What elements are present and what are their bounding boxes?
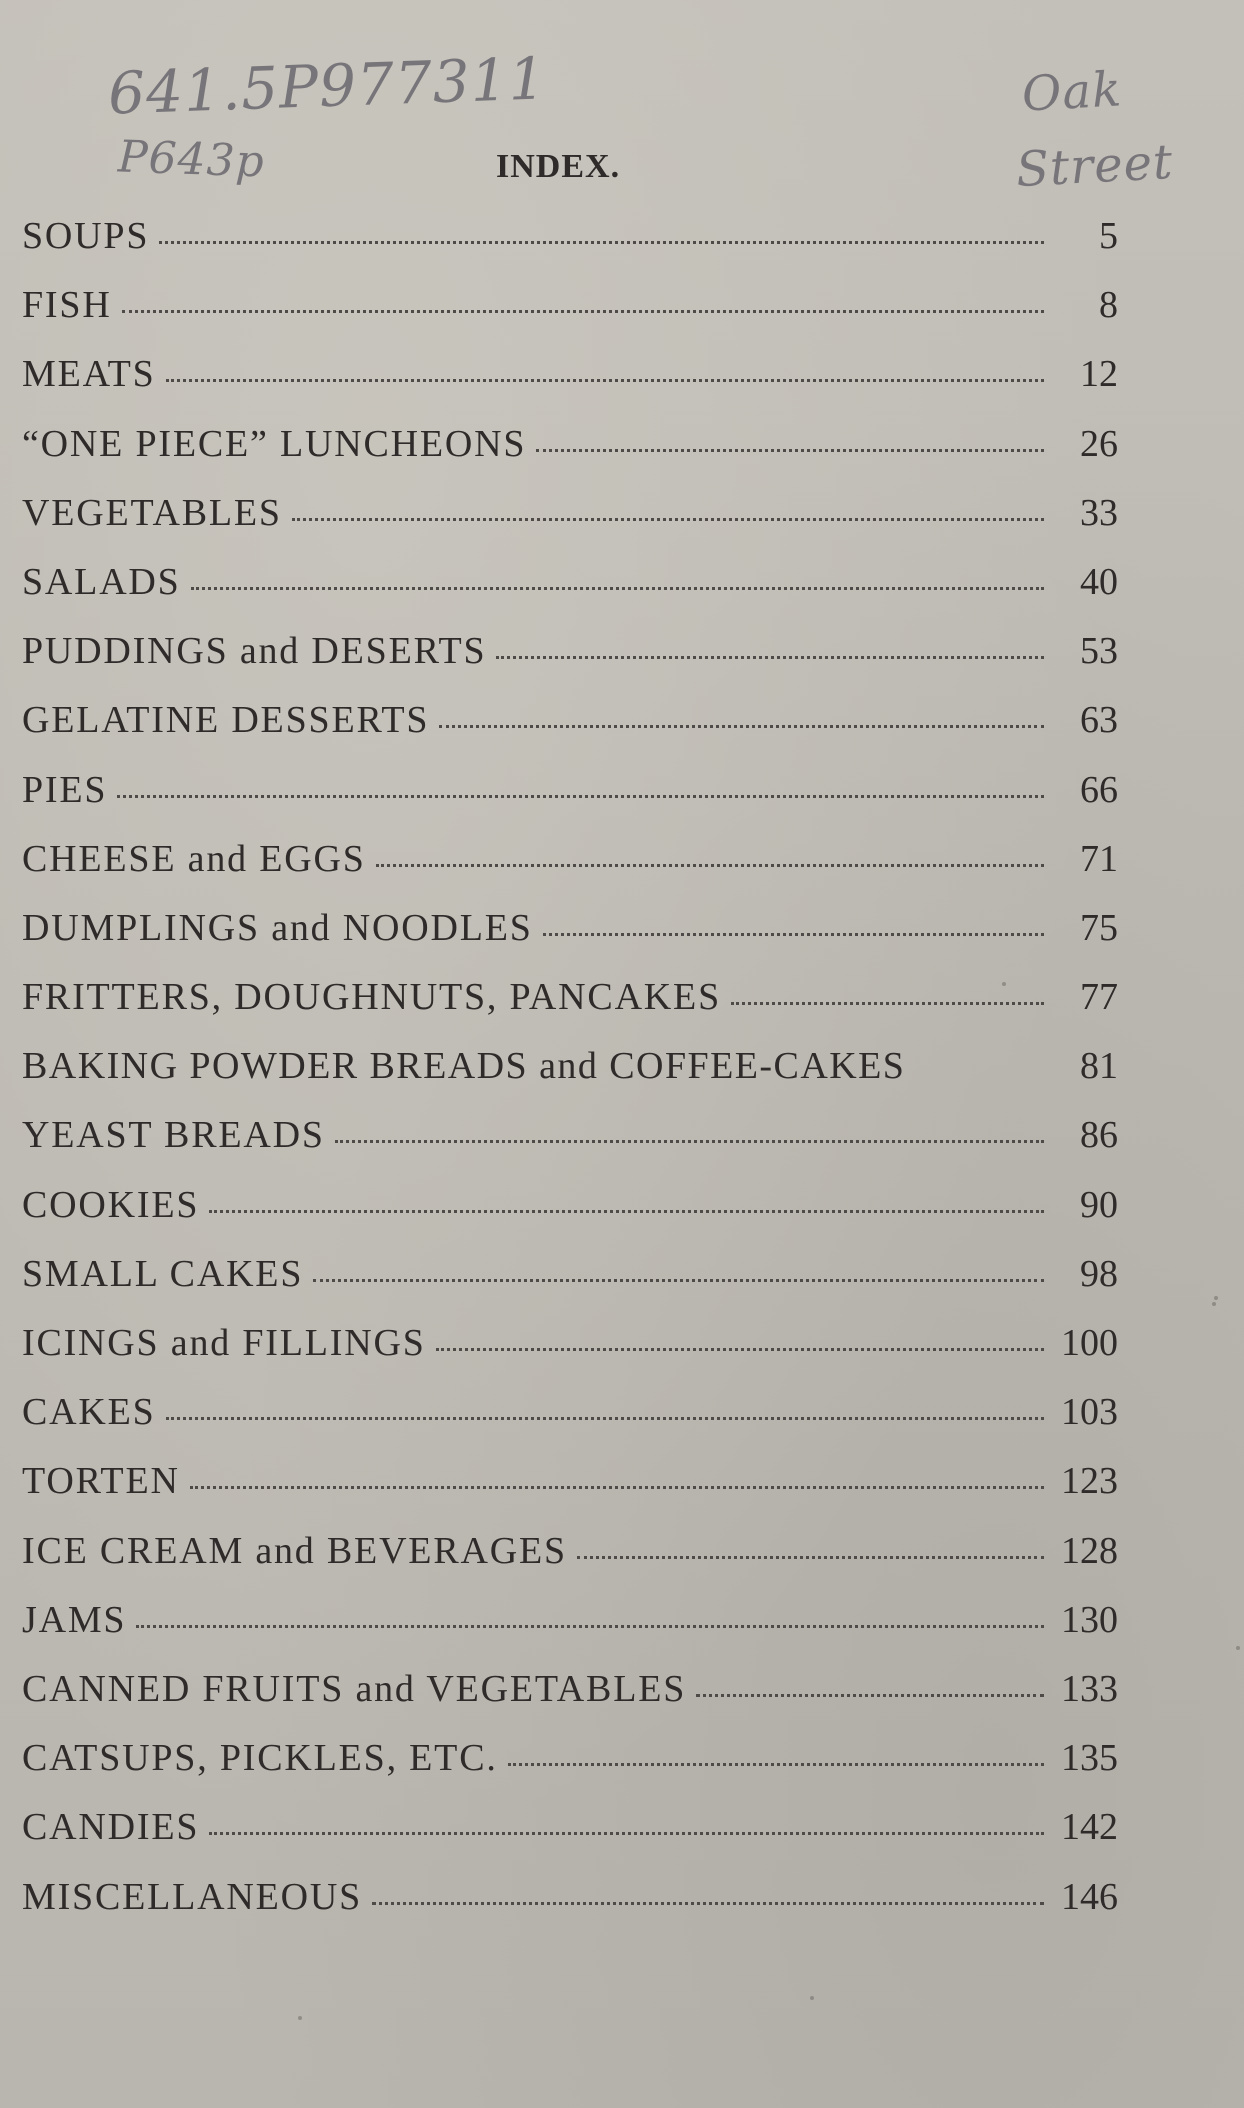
index-entry-cookies <box>22 1183 1118 1252</box>
dot-leader <box>117 795 1044 798</box>
dot-leader <box>577 1556 1044 1559</box>
index-entry-label: ICINGS and FILLINGS <box>22 1322 426 1364</box>
dot-leader <box>209 1832 1044 1835</box>
page-title: INDEX. <box>496 148 621 185</box>
index-entry-label: CANNED FRUITS and VEGETABLES <box>22 1667 687 1710</box>
index-entry-salads <box>22 560 1118 629</box>
paper-speck <box>1214 1296 1218 1300</box>
dot-leader <box>543 933 1044 936</box>
paper-speck <box>1002 982 1006 986</box>
index-entry-page: 63 <box>1080 699 1118 742</box>
index-entry-label: SMALL CAKES <box>22 1252 304 1295</box>
index-entry-ice-cream-and-beverages <box>22 1529 1118 1598</box>
index-entry-page: 12 <box>1080 353 1118 396</box>
index-entry-label: FRITTERS, DOUGHNUTS, PANCAKES <box>22 976 721 1019</box>
index-entry-page: 26 <box>1080 422 1118 465</box>
paper-speck <box>1212 1302 1216 1306</box>
dot-leader <box>496 656 1044 659</box>
handwritten-call-number: 641.5P977311 <box>106 44 548 128</box>
index-entry-jams <box>22 1598 1118 1667</box>
index-entry-page: 66 <box>1080 768 1118 811</box>
index-entry-label: ICE CREAM and BEVERAGES <box>22 1529 567 1572</box>
index-list <box>22 214 1118 1944</box>
index-entry-yeast-breads <box>22 1113 1118 1182</box>
index-entry-label: FISH <box>22 284 112 327</box>
dot-leader <box>191 587 1044 590</box>
index-entry-page: 53 <box>1080 630 1118 673</box>
index-entry-miscellaneous <box>22 1875 1118 1944</box>
handwritten-cutter-number: P643p <box>117 131 266 188</box>
index-entry-page: 135 <box>1061 1737 1118 1780</box>
paper-speck <box>298 2016 302 2020</box>
index-entry-label: DUMPLINGS and NOODLES <box>22 906 533 949</box>
index-entry-page: 40 <box>1080 560 1118 603</box>
index-entry-page: 100 <box>1061 1322 1118 1364</box>
dot-leader <box>696 1694 1044 1697</box>
index-entry-label: CHEESE and EGGS <box>22 837 366 880</box>
index-entry-page: 142 <box>1061 1806 1118 1849</box>
dot-leader <box>209 1210 1044 1213</box>
index-entry-label: TORTEN <box>22 1460 180 1503</box>
index-entry-page: 130 <box>1061 1598 1118 1641</box>
dot-leader <box>122 310 1044 313</box>
index-entry-page: 33 <box>1080 491 1118 534</box>
index-entry-page: 123 <box>1061 1460 1118 1503</box>
paper-speck <box>810 1996 814 2000</box>
index-entry-fish <box>22 283 1118 352</box>
dot-leader <box>190 1486 1044 1489</box>
index-entry-canned-fruits-and-vegetables <box>22 1667 1118 1736</box>
index-entry-label: COOKIES <box>22 1183 200 1226</box>
index-entry-label: CATSUPS, PICKLES, ETC. <box>22 1737 498 1780</box>
index-entry-label: CAKES <box>22 1391 156 1434</box>
index-entry-label: MISCELLANEOUS <box>22 1875 363 1918</box>
dot-leader <box>166 379 1044 382</box>
index-entry-label: CANDIES <box>22 1806 200 1849</box>
index-entry-page: 86 <box>1080 1114 1118 1157</box>
index-entry-vegetables <box>22 491 1118 560</box>
dot-leader <box>136 1625 1044 1628</box>
index-entry-pies <box>22 768 1118 837</box>
index-entry-fritters-doughnuts-pancakes <box>22 975 1118 1044</box>
index-entry-dumplings-and-noodles <box>22 906 1118 975</box>
index-entry-page: 90 <box>1080 1183 1118 1226</box>
index-entry-label: SOUPS <box>22 215 150 257</box>
index-entry-candies <box>22 1805 1118 1874</box>
index-entry-puddings-and-deserts <box>22 629 1118 698</box>
dot-leader <box>439 725 1044 728</box>
dot-leader <box>731 1002 1044 1005</box>
index-entry-page: 133 <box>1061 1667 1118 1710</box>
dot-leader <box>166 1417 1044 1420</box>
dot-leader <box>292 518 1044 521</box>
index-entry-page: 8 <box>1099 284 1118 327</box>
handwritten-location-line-1: Oak <box>1020 61 1124 123</box>
index-entry-one-piece-luncheons <box>22 422 1118 491</box>
dot-leader <box>313 1279 1044 1282</box>
index-entry-gelatine-desserts <box>22 698 1118 767</box>
index-entry-label: “ONE PIECE” LUNCHEONS <box>22 422 527 465</box>
index-entry-page: 5 <box>1099 215 1118 257</box>
dot-leader <box>536 449 1044 452</box>
index-entry-label: SALADS <box>22 560 181 603</box>
index-entry-page: 128 <box>1061 1529 1118 1572</box>
index-entry-label: PIES <box>22 768 108 811</box>
dot-leader <box>436 1348 1044 1351</box>
index-entry-torten <box>22 1459 1118 1528</box>
index-entry-page: 71 <box>1080 837 1118 880</box>
index-entry-label: JAMS <box>22 1598 127 1641</box>
index-entry-label: PUDDINGS and DESERTS <box>22 630 487 673</box>
index-entry-page: 98 <box>1080 1252 1118 1295</box>
dot-leader <box>159 241 1044 244</box>
index-entry-label: BAKING POWDER BREADS and COFFEE-CAKES <box>22 1045 906 1088</box>
index-entry-baking-powder-breads <box>22 1044 1118 1113</box>
index-entry-cheese-and-eggs <box>22 837 1118 906</box>
dot-leader <box>335 1140 1044 1143</box>
index-entry-soups <box>22 214 1118 283</box>
handwritten-location-line-2: Street <box>1014 133 1175 199</box>
index-entry-page: 146 <box>1061 1875 1118 1918</box>
index-entry-meats <box>22 352 1118 421</box>
index-entry-small-cakes <box>22 1252 1118 1321</box>
index-entry-label: YEAST BREADS <box>22 1114 325 1157</box>
paper-speck <box>1236 1646 1240 1650</box>
index-entry-icings-and-fillings <box>22 1321 1118 1390</box>
index-entry-catsups-pickles-etc <box>22 1736 1118 1805</box>
index-entry-label: GELATINE DESSERTS <box>22 699 430 742</box>
index-entry-label: VEGETABLES <box>22 491 282 534</box>
dot-leader <box>372 1902 1044 1905</box>
index-entry-page: 75 <box>1080 906 1118 949</box>
index-entry-label: MEATS <box>22 353 156 396</box>
index-entry-page: 77 <box>1080 976 1118 1019</box>
dot-leader <box>376 864 1044 867</box>
index-entry-page: 81 <box>1080 1045 1118 1088</box>
index-entry-cakes <box>22 1390 1118 1459</box>
dot-leader <box>508 1763 1044 1766</box>
index-entry-page: 103 <box>1061 1391 1118 1434</box>
